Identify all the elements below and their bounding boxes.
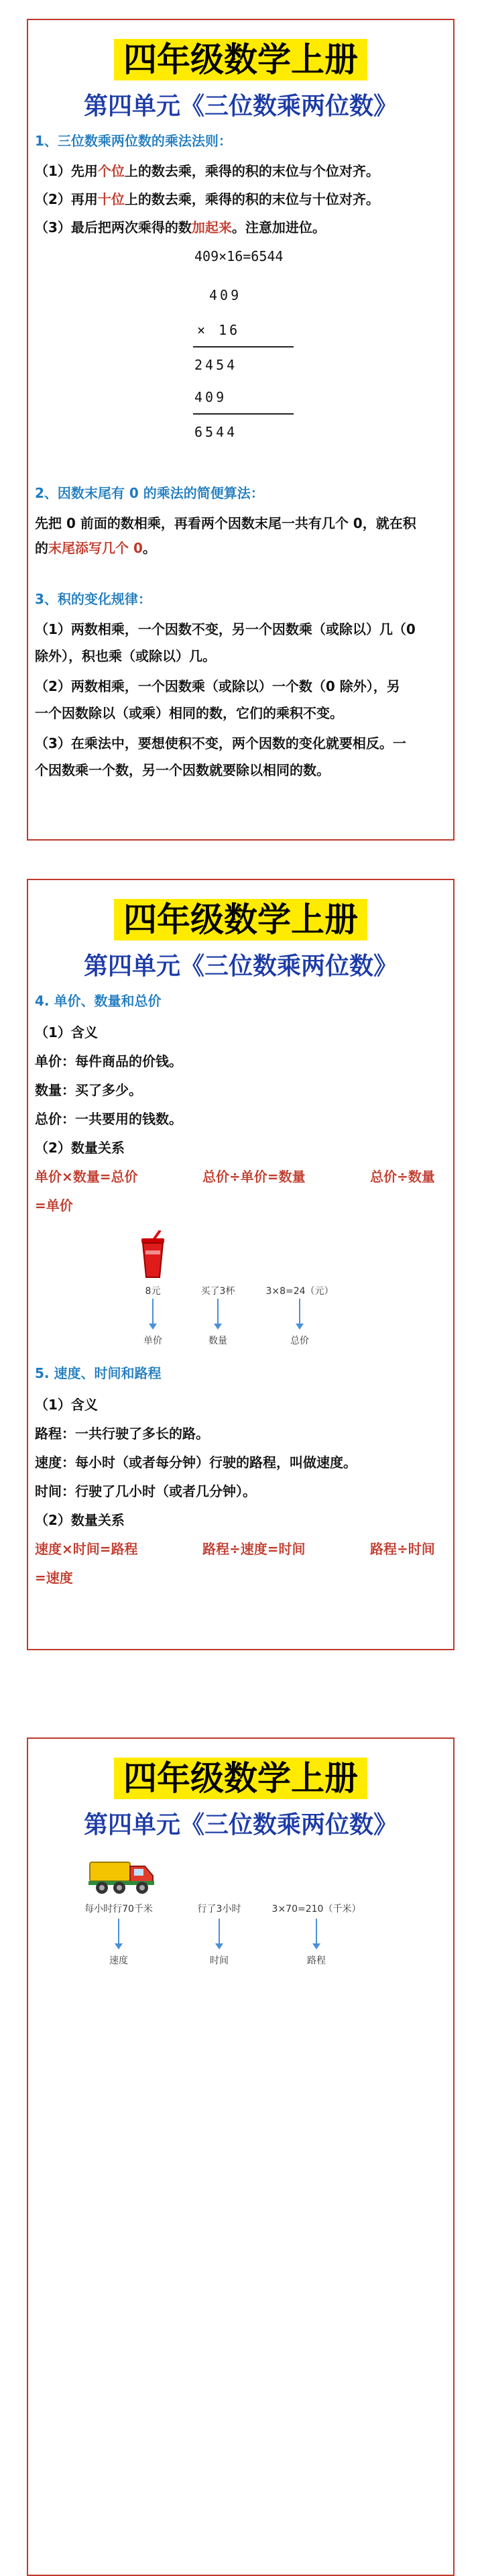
example-rule-2: [193, 413, 294, 415]
rule-1: （1）先用个位上的数去乘，乘得的积的末位与个位对齐。: [35, 163, 379, 179]
card-multiplication-rules: [27, 19, 455, 841]
formula-unit-price-cont: =单价: [35, 1197, 73, 1214]
drink-cup-icon: [137, 1230, 168, 1279]
relation-heading: （2）数量关系: [35, 1140, 125, 1156]
rule-2: （2）再用十位上的数去乘，乘得的积的末位与十位对齐。: [35, 191, 379, 207]
truck-icon: [87, 1853, 157, 1896]
arrow-down-icon: [219, 1919, 220, 1948]
example-rule-1: [193, 346, 294, 347]
arrow-down-icon: [217, 1299, 219, 1328]
unit-price-definition: 单价：每件商品的价钱。: [35, 1053, 182, 1069]
section-3-p3-line-1: （3）在乘法中，要想使积不变，两个因数的变化就要相反。一: [35, 735, 406, 751]
time-definition: 时间：行驶了几小时（或者几分钟）。: [35, 1483, 256, 1499]
section-3-p2-line-2: 一个因数除以（或乘）相同的数，它们的乘积不变。: [35, 705, 343, 721]
formula-speed: 路程÷时间: [370, 1541, 435, 1557]
meaning-heading: （1）含义: [35, 1024, 98, 1040]
example-partial-2: 409: [194, 389, 227, 405]
speed-definition: 速度：每小时（或者每分钟）行驶的路程，叫做速度。: [35, 1454, 357, 1470]
section-2-heading: 2、因数末尾有 0 的乘法的简便算法：: [35, 485, 264, 501]
example-price: 8元: [145, 1286, 161, 1297]
card-price-speed: [27, 879, 455, 1650]
section-5-heading: 5. 速度、时间和路程: [35, 1365, 162, 1381]
rule-3: （3）最后把两次乘得的数加起来。注意加进位。: [35, 219, 326, 235]
example-multiplicand: 409: [209, 287, 242, 303]
example-product: 6544: [194, 424, 238, 440]
example-distance: 3×70=210（千米）: [272, 1904, 361, 1915]
page-title: 四年级数学上册: [114, 39, 367, 80]
section-3-p3-line-2: 个因数乘一个数，另一个因数就要除以相同的数。: [35, 762, 330, 778]
label-speed: 速度: [109, 1955, 128, 1966]
formula-unit-price: 总价÷数量: [370, 1169, 435, 1185]
page-subtitle: 第四单元《三位数乘两位数》: [83, 952, 398, 980]
example-partial-1: 2454: [194, 357, 238, 373]
page-subtitle: 第四单元《三位数乘两位数》: [83, 1811, 398, 1839]
example-total: 3×8=24（元）: [265, 1286, 334, 1297]
label-unit-price: 单价: [143, 1336, 162, 1346]
label-quantity: 数量: [208, 1336, 227, 1346]
formula-quantity: 总价÷单价=数量: [202, 1169, 306, 1185]
meaning-heading-2: （1）含义: [35, 1397, 98, 1413]
relation-heading-2: （2）数量关系: [35, 1512, 125, 1528]
formula-total: 单价×数量=总价: [35, 1169, 138, 1185]
formula-speed-cont: =速度: [35, 1570, 73, 1586]
page-title: 四年级数学上册: [114, 1758, 367, 1799]
arrow-down-icon: [152, 1299, 154, 1328]
section-3-p1-line-1: （1）两数相乘，一个因数不变，另一个因数乘（或除以）几（0: [35, 621, 416, 637]
arrow-down-icon: [316, 1919, 317, 1948]
card-speed-example: [27, 1737, 455, 2576]
label-total: 总价: [290, 1336, 309, 1346]
example-multiplier: × 16: [197, 322, 241, 338]
formula-time: 路程÷速度=时间: [202, 1541, 306, 1557]
example-equation: 409×16=6544: [194, 248, 284, 264]
section-3-p1-line-2: 除外），积也乘（或除以）几。: [35, 648, 216, 664]
distance-definition: 路程：一共行驶了多长的路。: [35, 1426, 209, 1442]
section-4-heading: 4. 单价、数量和总价: [35, 993, 162, 1009]
page-subtitle: 第四单元《三位数乘两位数》: [83, 92, 398, 120]
section-1-heading: 1、三位数乘两位数的乘法法则：: [35, 133, 232, 149]
section-3-p2-line-1: （2）两数相乘，一个因数乘（或除以）一个数（0 除外），另: [35, 678, 400, 694]
arrow-down-icon: [299, 1299, 300, 1328]
section-2-line-1: 先把 0 前面的数相乘，再看两个因数末尾一共有几个 0，就在积: [35, 515, 416, 531]
total-definition: 总价：一共要用的钱数。: [35, 1111, 182, 1127]
quantity-definition: 数量：买了多少。: [35, 1082, 142, 1098]
section-3-heading: 3、积的变化规律：: [35, 591, 152, 607]
example-time: 行了3小时: [197, 1904, 241, 1915]
example-quantity: 买了3杯: [200, 1286, 235, 1297]
example-speed: 每小时行70千米: [84, 1904, 153, 1915]
label-distance: 路程: [307, 1955, 326, 1966]
formula-distance: 速度×时间=路程: [35, 1541, 138, 1557]
arrow-down-icon: [118, 1919, 119, 1948]
label-time: 时间: [210, 1955, 229, 1966]
section-2-line-2: 的末尾添写几个 0。: [35, 540, 156, 556]
page-title: 四年级数学上册: [114, 899, 367, 941]
